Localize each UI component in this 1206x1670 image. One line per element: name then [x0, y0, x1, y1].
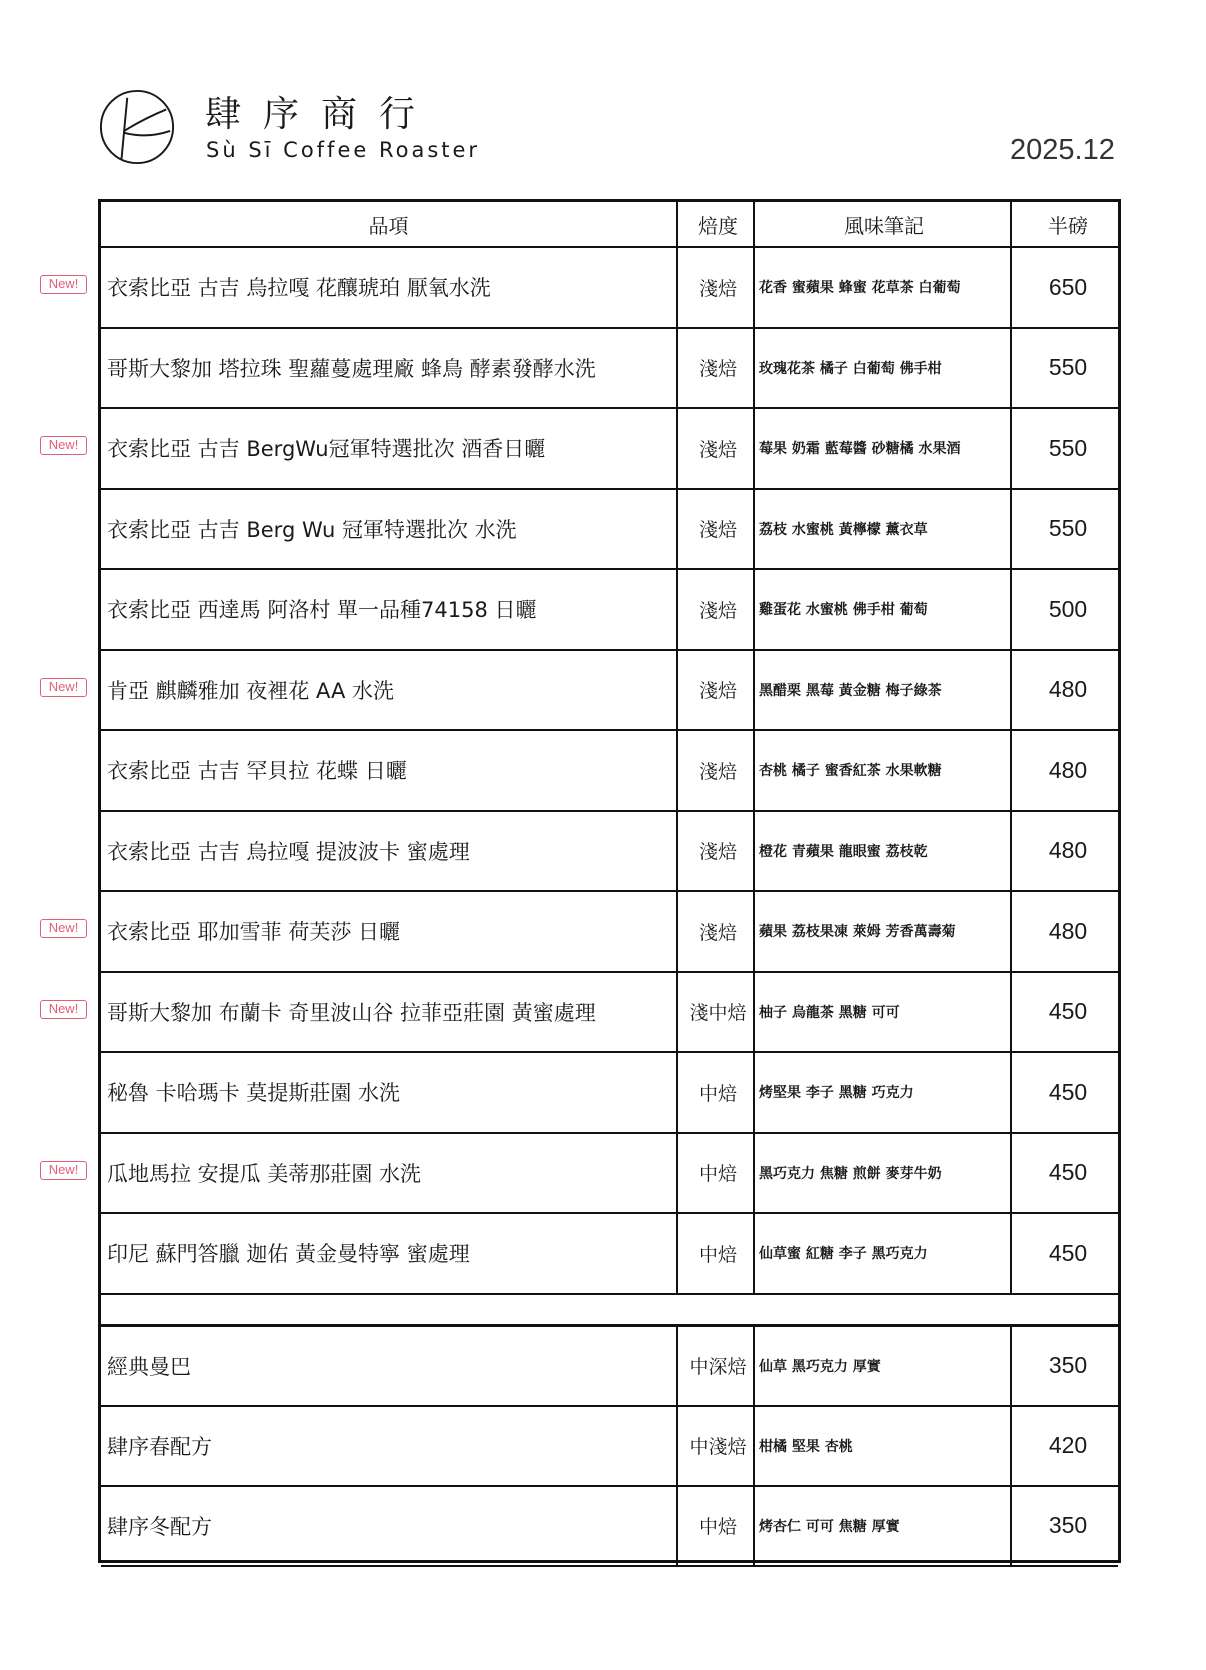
half-pound-price: 480: [1048, 756, 1088, 783]
coffee-name: 秘魯 卡哈瑪卡 莫提斯莊園 水洗: [107, 1081, 401, 1106]
flavor-notes: 橙花 青蘋果 龍眼蜜 荔枝乾: [759, 843, 928, 860]
flavor-notes: 莓果 奶霜 藍莓醬 砂糖橘 水果酒: [759, 441, 961, 458]
flavor-notes: 柑橘 堅果 杏桃: [759, 1438, 853, 1455]
roast-level: 中焙: [698, 1516, 737, 1538]
half-pound-price: 480: [1048, 837, 1088, 864]
brand-logo-icon: [98, 88, 176, 166]
column-divider: [1010, 1327, 1012, 1567]
half-pound-price: 550: [1048, 434, 1088, 461]
new-badge: New!: [40, 275, 87, 294]
flavor-notes: 黑醋栗 黑莓 黃金糖 梅子綠茶: [759, 682, 942, 699]
table-row: [101, 409, 1118, 490]
table-row: [101, 570, 1118, 651]
column-divider: [676, 202, 678, 1295]
flavor-notes: 玫瑰花茶 橘子 白葡萄 佛手柑: [759, 360, 942, 377]
flavor-notes: 花香 蜜蘋果 蜂蜜 花草茶 白葡萄: [759, 280, 961, 297]
new-badge: New!: [40, 1161, 87, 1180]
blend-row: [101, 1327, 1118, 1407]
table-row: [101, 812, 1118, 893]
roast-level: 淺焙: [698, 680, 737, 703]
table-header-row: [101, 202, 1118, 248]
flavor-notes: 烤堅果 李子 黑糖 巧克力: [759, 1085, 914, 1102]
column-header-roast: 焙度: [698, 213, 738, 238]
flavor-notes: 杏桃 橘子 蜜香紅茶 水果軟糖: [759, 763, 942, 780]
half-pound-price: 550: [1048, 515, 1088, 542]
half-pound-price: 650: [1048, 273, 1088, 300]
roast-level: 淺焙: [698, 599, 737, 622]
column-header-price: 半磅: [1048, 213, 1088, 238]
roast-level: 淺焙: [698, 921, 737, 944]
new-badge: New!: [40, 919, 87, 938]
flavor-notes: 烤杏仁 可可 焦糖 厚實: [759, 1518, 900, 1535]
coffee-name: 哥斯大黎加 塔拉珠 聖蘿蔓處理廠 蜂鳥 酵素發酵水洗: [107, 356, 596, 381]
flavor-notes: 蘋果 荔枝果凍 萊姆 芳香萬壽菊: [759, 924, 956, 941]
half-pound-price: 480: [1048, 917, 1088, 944]
section-spacer-row: [101, 1295, 1118, 1327]
coffee-name: 衣索比亞 古吉 烏拉嘎 提波波卡 蜜處理: [107, 839, 470, 864]
roast-level: 淺焙: [698, 277, 737, 300]
column-header-notes: 風味筆記: [844, 213, 924, 238]
flavor-notes: 仙草 黑巧克力 厚實: [759, 1358, 881, 1375]
table-row: [101, 973, 1118, 1054]
coffee-name: 哥斯大黎加 布蘭卡 奇里波山谷 拉菲亞莊園 黃蜜處理: [107, 1000, 596, 1025]
half-pound-price: 450: [1048, 1078, 1088, 1105]
coffee-name: 肆序冬配方: [107, 1514, 212, 1539]
half-pound-price: 550: [1048, 354, 1088, 381]
flavor-notes: 荔枝 水蜜桃 黃檸檬 薰衣草: [759, 521, 928, 538]
half-pound-price: 450: [1048, 1239, 1088, 1266]
half-pound-price: 420: [1048, 1432, 1088, 1458]
blend-row: [101, 1407, 1118, 1487]
brand-name-chinese: 肆序商行: [205, 94, 438, 135]
column-divider: [1010, 202, 1012, 1295]
flavor-notes: 柚子 烏龍茶 黑糖 可可: [759, 1004, 900, 1021]
flavor-notes: 雞蛋花 水蜜桃 佛手柑 葡萄: [759, 602, 928, 619]
new-badge: New!: [40, 1000, 87, 1019]
table-row: [101, 731, 1118, 812]
flavor-notes: 仙草蜜 紅糖 李子 黑巧克力: [759, 1246, 928, 1263]
brand-name-english: Sù Sī Coffee Roaster: [206, 138, 481, 162]
roast-level: 中焙: [698, 1243, 737, 1266]
roast-level: 淺焙: [698, 438, 737, 461]
coffee-name: 衣索比亞 古吉 BergWu冠軍特選批次 酒香日曬: [107, 437, 546, 462]
coffee-name: 衣索比亞 耶加雪菲 荷芙莎 日曬: [107, 920, 401, 945]
roast-level: 中焙: [698, 1163, 737, 1186]
roast-level: 淺焙: [698, 760, 737, 783]
half-pound-price: 480: [1048, 676, 1088, 703]
half-pound-price: 450: [1048, 998, 1088, 1025]
roast-level: 中淺焙: [689, 1436, 747, 1458]
menu-date: 2025.12: [1010, 134, 1115, 166]
coffee-name: 肆序春配方: [107, 1434, 212, 1459]
roast-level: 中深焙: [689, 1356, 747, 1378]
roast-level: 淺中焙: [689, 1002, 747, 1025]
table-row: [101, 248, 1118, 329]
table-row: [101, 1214, 1118, 1295]
roast-level: 中焙: [698, 1082, 737, 1105]
coffee-name: 衣索比亞 古吉 罕貝拉 花蝶 日曬: [107, 759, 407, 784]
column-divider: [753, 202, 755, 1295]
coffee-name: 肯亞 麒麟雅加 夜裡花 AA 水洗: [107, 678, 395, 703]
coffee-name: 瓜地馬拉 安提瓜 美蒂那莊園 水洗: [107, 1161, 422, 1186]
half-pound-price: 350: [1048, 1352, 1088, 1378]
roast-level: 淺焙: [698, 841, 737, 864]
column-header-item: 品項: [368, 213, 409, 238]
flavor-notes: 黑巧克力 焦糖 煎餅 麥芽牛奶: [759, 1165, 942, 1182]
coffee-name: 衣索比亞 古吉 Berg Wu 冠軍特選批次 水洗: [107, 517, 517, 542]
coffee-name: 衣索比亞 古吉 烏拉嘎 花釀琥珀 厭氧水洗: [107, 276, 491, 301]
table-row: [101, 490, 1118, 571]
half-pound-price: 350: [1048, 1512, 1088, 1538]
half-pound-price: 450: [1048, 1159, 1088, 1186]
table-row: [101, 1134, 1118, 1215]
half-pound-price: 500: [1048, 595, 1088, 622]
blend-row: [101, 1487, 1118, 1567]
new-badge: New!: [40, 678, 87, 697]
column-divider: [676, 1327, 678, 1567]
table-row: [101, 892, 1118, 973]
roast-level: 淺焙: [698, 358, 737, 381]
table-row: [101, 329, 1118, 410]
coffee-menu-table: [98, 199, 1121, 1563]
table-row: [101, 651, 1118, 732]
column-divider: [753, 1327, 755, 1567]
roast-level: 淺焙: [698, 519, 737, 542]
coffee-name: 衣索比亞 西達馬 阿洛村 單一品種74158 日曬: [107, 598, 537, 623]
table-row: [101, 1053, 1118, 1134]
coffee-name: 印尼 蘇門答臘 迦佑 黃金曼特寧 蜜處理: [107, 1242, 470, 1267]
new-badge: New!: [40, 436, 87, 455]
coffee-name: 經典曼巴: [107, 1354, 191, 1379]
